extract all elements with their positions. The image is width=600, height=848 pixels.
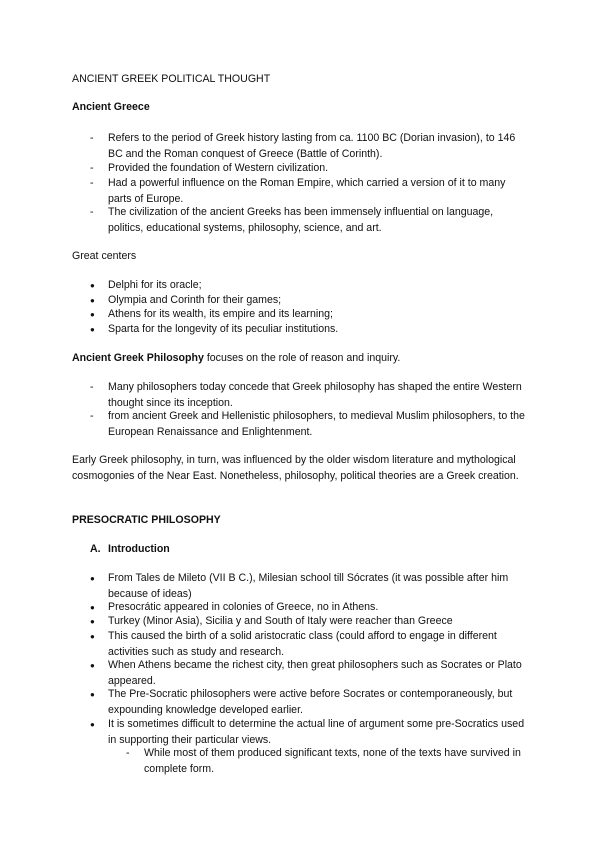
section-heading-ancient-greece: Ancient Greece xyxy=(72,101,150,113)
nested-list-item: - While most of them produced significant texts, none of the texts have survived in complete form. xyxy=(126,747,521,775)
list-item: - from ancient Greek and Hellenistic philosophers, to medieval Muslim philosophers, to the European Renaissance and Enlightenment. xyxy=(90,410,525,438)
list-item: ● Presocrátic appeared in colonies of Greece, no in Athens. xyxy=(90,600,530,616)
bullet-icon: ● xyxy=(90,661,95,670)
document-title: ANCIENT GREEK POLITICAL THOUGHT xyxy=(72,73,271,85)
list-item: ● Sparta for the longevity of its peculiar institutions. xyxy=(90,322,530,338)
list-item: - Many philosophers today concede that Greek philosophy has shaped the entire Western thought since its inception. xyxy=(90,381,522,409)
great-centers-label: Great centers xyxy=(72,250,137,262)
list-item: ● Athens for its wealth, its empire and its learning; xyxy=(90,307,530,323)
presocratic-heading: PRESOCRATIC PHILOSOPHY xyxy=(72,514,221,526)
bullet-icon: ● xyxy=(90,617,95,626)
bullet-icon: ● xyxy=(90,310,95,319)
dash-marker: - xyxy=(90,162,94,174)
subsection-marker: A. xyxy=(90,543,101,555)
list-item: - Refers to the period of Greek history lasting from ca. 1100 BC (Dorian invasion), to 146 BC and the Roman conquest of Greece (Battle of Corinth). xyxy=(90,132,516,160)
list-item: ● Turkey (Minor Asia), Sicilia y and South of Italy were reacher than Greece xyxy=(90,614,530,630)
dash-marker: - xyxy=(90,132,94,144)
dash-marker: - xyxy=(90,177,94,189)
dash-marker: - xyxy=(90,381,94,393)
list-item: ● The Pre-Socratic philosophers were active before Socrates or contemporaneously, but expounding knowledge developed earlier. xyxy=(90,688,513,716)
bullet-icon: ● xyxy=(90,720,95,729)
philosophy-intro-rest: focuses on the role of reason and inquiry. xyxy=(203,352,401,364)
list-item: ● Olympia and Corinth for their games; xyxy=(90,293,530,309)
list-item: - Provided the foundation of Western civilization. xyxy=(90,161,530,177)
subsection-introduction xyxy=(90,542,490,558)
bullet-icon: ● xyxy=(90,325,95,334)
subsection-title: Introduction xyxy=(108,543,170,555)
bullet-icon: ● xyxy=(90,603,95,612)
list-item: ● It is sometimes difficult to determine the actual line of argument some pre-Socratics used in supporting their particular views. xyxy=(90,718,525,746)
dash-marker: - xyxy=(90,410,94,422)
bullet-icon: ● xyxy=(90,296,95,305)
dash-marker: - xyxy=(90,206,94,218)
list-item: ● When Athens became the richest city, then great philosophers such as Socrates or Plato appeared. xyxy=(90,659,522,687)
early-philosophy-paragraph: Early Greek philosophy, in turn, was influenced by the older wisdom literature and mythological cosmogonies of the Near East. Nonetheless, philosophy, political theories are a Greek creation. xyxy=(72,454,519,482)
philosophy-intro xyxy=(72,351,542,367)
list-item: ● Delphi for its oracle; xyxy=(90,278,530,294)
bullet-icon: ● xyxy=(90,690,95,699)
list-item: - Had a powerful influence on the Roman Empire, which carried a version of it to many parts of Europe. xyxy=(90,177,506,205)
bullet-icon: ● xyxy=(90,281,95,290)
list-item: - The civilization of the ancient Greeks has been immensely influential on language, politics, educational systems, philosophy, science, and art. xyxy=(90,206,494,234)
dash-marker: - xyxy=(126,747,130,759)
philosophy-heading: Ancient Greek Philosophy xyxy=(72,352,204,364)
list-item: ● This caused the birth of a solid aristocratic class (could afford to engage in different activities such as study and research. xyxy=(90,630,497,658)
bullet-icon: ● xyxy=(90,574,95,583)
bullet-icon: ● xyxy=(90,632,95,641)
list-item: ● From Tales de Mileto (VII B C.), Milesian school till Sócrates (it was possible after him because of ideas) xyxy=(90,572,509,600)
